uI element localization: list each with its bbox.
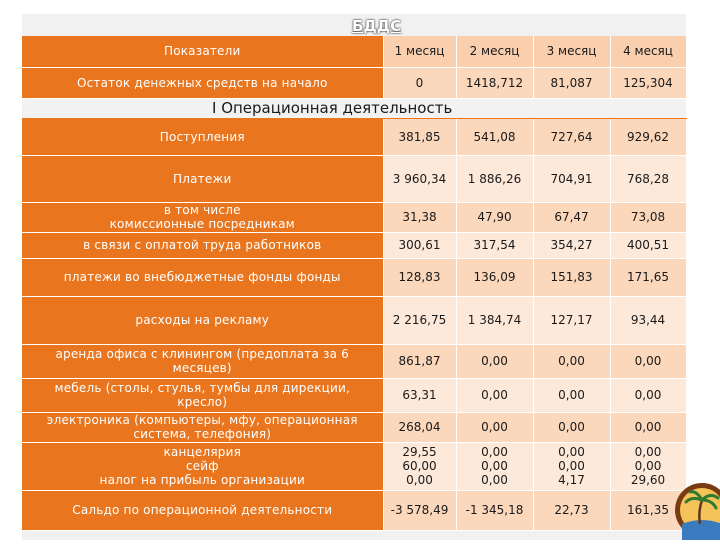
row-value: 381,85 [383,118,456,155]
opening-balance-value: 0 [383,67,456,98]
header-month-2: 2 месяц [456,36,533,67]
table-row [22,442,686,490]
header-month-1: 1 месяц [383,36,456,67]
table-row [22,155,686,202]
row-value: 400,51 [610,232,686,258]
row-value: 861,87 [383,344,456,378]
row-value: 63,31 [383,378,456,412]
row-value: 0,00 [533,412,610,442]
opening-balance-value: 81,087 [533,67,610,98]
row-value: 22,73 [533,490,610,530]
opening-balance-label: Остаток денежных средств на начало [22,67,383,98]
row-value: 3 960,34 [383,155,456,202]
section-row [22,98,686,118]
row-value: 0,00 0,00 0,00 [456,442,533,490]
table-row [22,232,686,258]
row-label: электроника (компьютеры, мфу, операционная система, телефония) [22,412,383,442]
opening-balance-value: 125,304 [610,67,686,98]
row-value: 300,61 [383,232,456,258]
row-value: 73,08 [610,202,686,232]
row-label: в том числе комиссионные посредникам [22,202,383,232]
row-label: аренда офиса с клинингом (предоплата за 6 месяцев) [22,344,383,378]
row-label: Поступления [22,118,383,155]
row-value: 727,64 [533,118,610,155]
row-value: 0,00 [610,412,686,442]
row-value: 0,00 [533,344,610,378]
row-value: 136,09 [456,258,533,296]
row-value: 768,28 [610,155,686,202]
row-value: 127,17 [533,296,610,344]
row-label: канцелярия сейф налог на прибыль организации [22,442,383,490]
row-value: 0,00 [610,344,686,378]
row-value: 0,00 [533,378,610,412]
row-value: 0,00 [456,412,533,442]
row-value: 317,54 [456,232,533,258]
row-value: 29,55 60,00 0,00 [383,442,456,490]
row-value: 704,91 [533,155,610,202]
row-value: -3 578,49 [383,490,456,530]
opening-balance-row [22,67,686,98]
row-value: 31,38 [383,202,456,232]
row-value: 0,00 [456,378,533,412]
opening-balance-value: 1418,712 [456,67,533,98]
row-value: 354,27 [533,232,610,258]
row-label: Платежи [22,155,383,202]
row-value: 1 886,26 [456,155,533,202]
row-value: 2 216,75 [383,296,456,344]
row-value: 161,35 [610,490,686,530]
header-month-3: 3 месяц [533,36,610,67]
row-value: 0,00 [456,344,533,378]
table-row [22,296,686,344]
table-title: БДДС [352,17,402,35]
row-value: 929,62 [610,118,686,155]
row-value: 47,90 [456,202,533,232]
title-bar [22,14,686,38]
table-row [22,344,686,378]
table-row [22,258,686,296]
header-month-4: 4 месяц [610,36,686,67]
header-indicator: Показатели [22,36,383,67]
row-value: -1 345,18 [456,490,533,530]
row-value: 541,08 [456,118,533,155]
row-value: 128,83 [383,258,456,296]
row-value: 93,44 [610,296,686,344]
row-label: в связи с оплатой труда работников [22,232,383,258]
table-row [22,412,686,442]
table-row [22,118,686,155]
row-value: 171,65 [610,258,686,296]
row-value: 0,00 [610,378,686,412]
row-value: 151,83 [533,258,610,296]
table-row [22,490,686,530]
row-label: Сальдо по операционной деятельности [22,490,383,530]
row-value: 1 384,74 [456,296,533,344]
section-title: I Операционная деятельность [22,98,686,118]
palm-island-logo-icon [672,480,720,540]
row-value: 0,00 0,00 29,60 [610,442,686,490]
row-label: расходы на рекламу [22,296,383,344]
row-value: 268,04 [383,412,456,442]
header-row [22,36,686,67]
row-label: мебель (столы, стулья, тумбы для дирекции, кресло) [22,378,383,412]
bdds-table [22,36,687,531]
row-value: 0,00 0,00 4,17 [533,442,610,490]
table-row [22,378,686,412]
row-label: платежи во внебюджетные фонды фонды [22,258,383,296]
table-row [22,202,686,232]
row-value: 67,47 [533,202,610,232]
